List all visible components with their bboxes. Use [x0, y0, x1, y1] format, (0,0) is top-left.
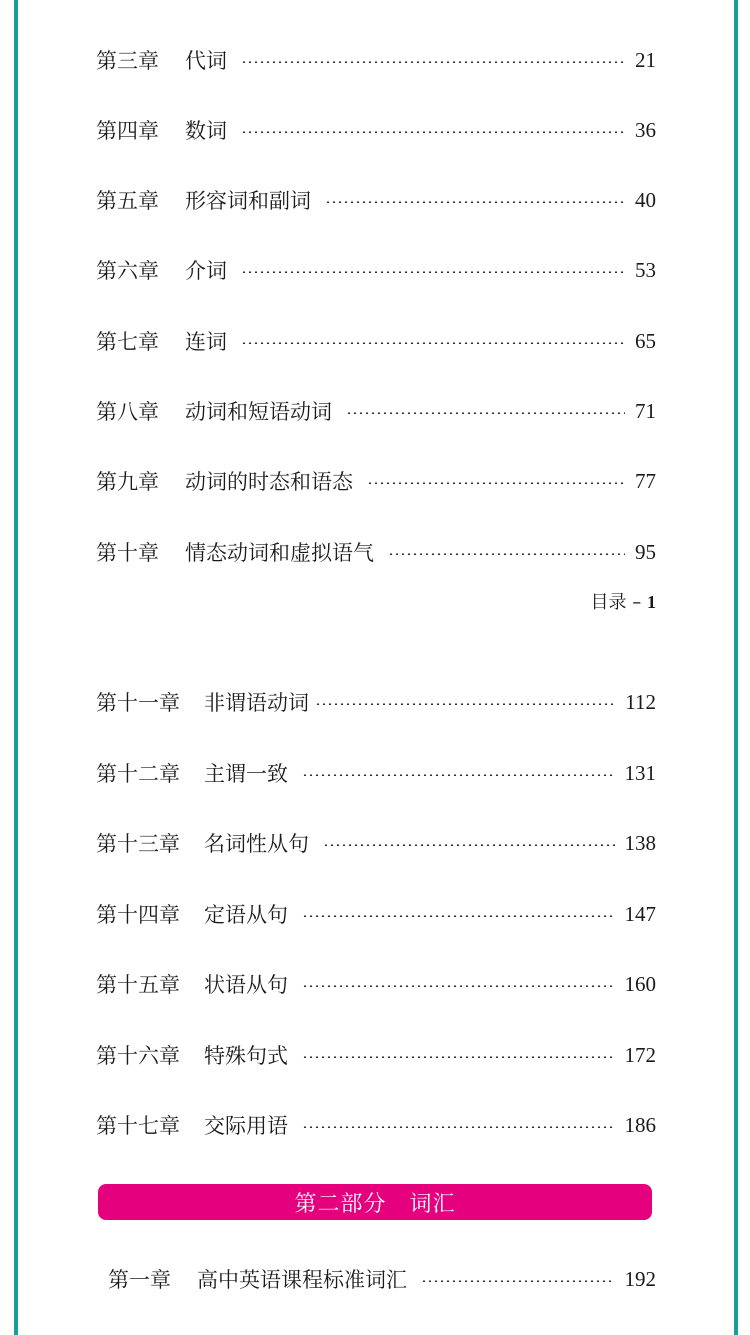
- chapter-number: 第十七章: [96, 1114, 180, 1138]
- chapter-number: 第六章: [96, 259, 159, 283]
- toc-row[interactable]: [96, 115, 656, 145]
- page-number: 172: [624, 1042, 656, 1067]
- section-title: 第二部分 词汇: [294, 1191, 456, 1217]
- page-number: 160: [624, 971, 656, 996]
- chapter-number: 第一章: [108, 1268, 171, 1292]
- page-number: 95: [635, 539, 656, 564]
- dot-leader: [315, 703, 615, 705]
- chapter-title: 交际用语: [204, 1114, 288, 1138]
- dot-leader: [302, 1126, 615, 1128]
- dot-leader: [367, 482, 625, 484]
- chapter-title: 主谓一致: [204, 762, 288, 786]
- dot-leader: [323, 844, 615, 846]
- chapter-number: 第十三章: [96, 832, 180, 856]
- chapter-title: 动词和短语动词: [185, 400, 332, 424]
- chapter-number: 第八章: [96, 400, 159, 424]
- toc-row[interactable]: [96, 255, 656, 285]
- chapter-title: 代词: [185, 49, 227, 73]
- chapter-number: 第五章: [96, 189, 159, 213]
- toc-row[interactable]: [96, 537, 656, 567]
- page-number: 138: [624, 830, 656, 855]
- toc-row[interactable]: [96, 687, 656, 717]
- chapter-title: 形容词和副词: [185, 189, 311, 213]
- toc-row[interactable]: [96, 969, 656, 999]
- page-number: 186: [624, 1112, 656, 1137]
- chapter-title: 情态动词和虚拟语气: [185, 541, 374, 565]
- toc-row[interactable]: [96, 396, 656, 426]
- page-number: 21: [635, 47, 656, 72]
- toc-row[interactable]: [96, 758, 656, 788]
- page-number: 131: [624, 760, 656, 785]
- chapter-title: 特殊句式: [204, 1044, 288, 1068]
- chapter-number: 第十四章: [96, 903, 180, 927]
- footer-label: 目录: [590, 592, 627, 613]
- chapter-number: 第十六章: [96, 1044, 180, 1068]
- page-number: 36: [635, 117, 656, 142]
- chapter-title: 连词: [185, 330, 227, 354]
- chapter-number: 第三章: [96, 49, 159, 73]
- toc-row[interactable]: [96, 899, 656, 929]
- dot-leader: [241, 342, 625, 344]
- footer-page-number: 1: [647, 592, 656, 612]
- dot-leader: [302, 1056, 615, 1058]
- dot-leader: [388, 553, 625, 555]
- page-number: 71: [635, 398, 656, 423]
- chapter-title: 非谓语动词: [204, 691, 309, 715]
- page-number: 192: [624, 1266, 656, 1291]
- toc-row[interactable]: [96, 1110, 656, 1140]
- toc-row[interactable]: [96, 326, 656, 356]
- dot-leader: [421, 1280, 615, 1282]
- right-border-line: [734, 0, 738, 1335]
- chapter-number: 第十五章: [96, 973, 180, 997]
- chapter-number: 第九章: [96, 470, 159, 494]
- page-number: 112: [625, 689, 656, 714]
- toc-row[interactable]: [96, 185, 656, 215]
- chapter-title: 高中英语课程标准词汇: [197, 1268, 407, 1292]
- chapter-title: 介词: [185, 259, 227, 283]
- footer-dash: –: [632, 592, 642, 613]
- dot-leader: [241, 131, 625, 133]
- dot-leader: [346, 412, 625, 414]
- chapter-number: 第四章: [96, 119, 159, 143]
- chapter-number: 第十二章: [96, 762, 180, 786]
- page-number: 53: [635, 257, 656, 282]
- page-number: 40: [635, 187, 656, 212]
- toc-row[interactable]: [96, 45, 656, 75]
- chapter-number: 第十一章: [96, 691, 180, 715]
- dot-leader: [302, 915, 615, 917]
- chapter-title: 动词的时态和语态: [185, 470, 353, 494]
- page-number: 147: [624, 901, 656, 926]
- left-border-line: [14, 0, 18, 1335]
- toc-row[interactable]: [96, 466, 656, 496]
- chapter-title: 数词: [185, 119, 227, 143]
- toc-row[interactable]: [96, 1040, 656, 1070]
- section-header-vocabulary[interactable]: [98, 1184, 652, 1220]
- chapter-number: 第十章: [96, 541, 159, 565]
- chapter-title: 定语从句: [204, 903, 288, 927]
- page-footer: [560, 588, 656, 614]
- dot-leader: [241, 61, 625, 63]
- dot-leader: [241, 271, 625, 273]
- chapter-title: 名词性从句: [204, 832, 309, 856]
- dot-leader: [302, 774, 615, 776]
- chapter-number: 第七章: [96, 330, 159, 354]
- chapter-title: 状语从句: [204, 973, 288, 997]
- page-number: 65: [635, 328, 656, 353]
- toc-row[interactable]: [96, 828, 656, 858]
- dot-leader: [325, 201, 625, 203]
- page-number: 77: [635, 468, 656, 493]
- toc-row[interactable]: [108, 1264, 656, 1294]
- dot-leader: [302, 985, 615, 987]
